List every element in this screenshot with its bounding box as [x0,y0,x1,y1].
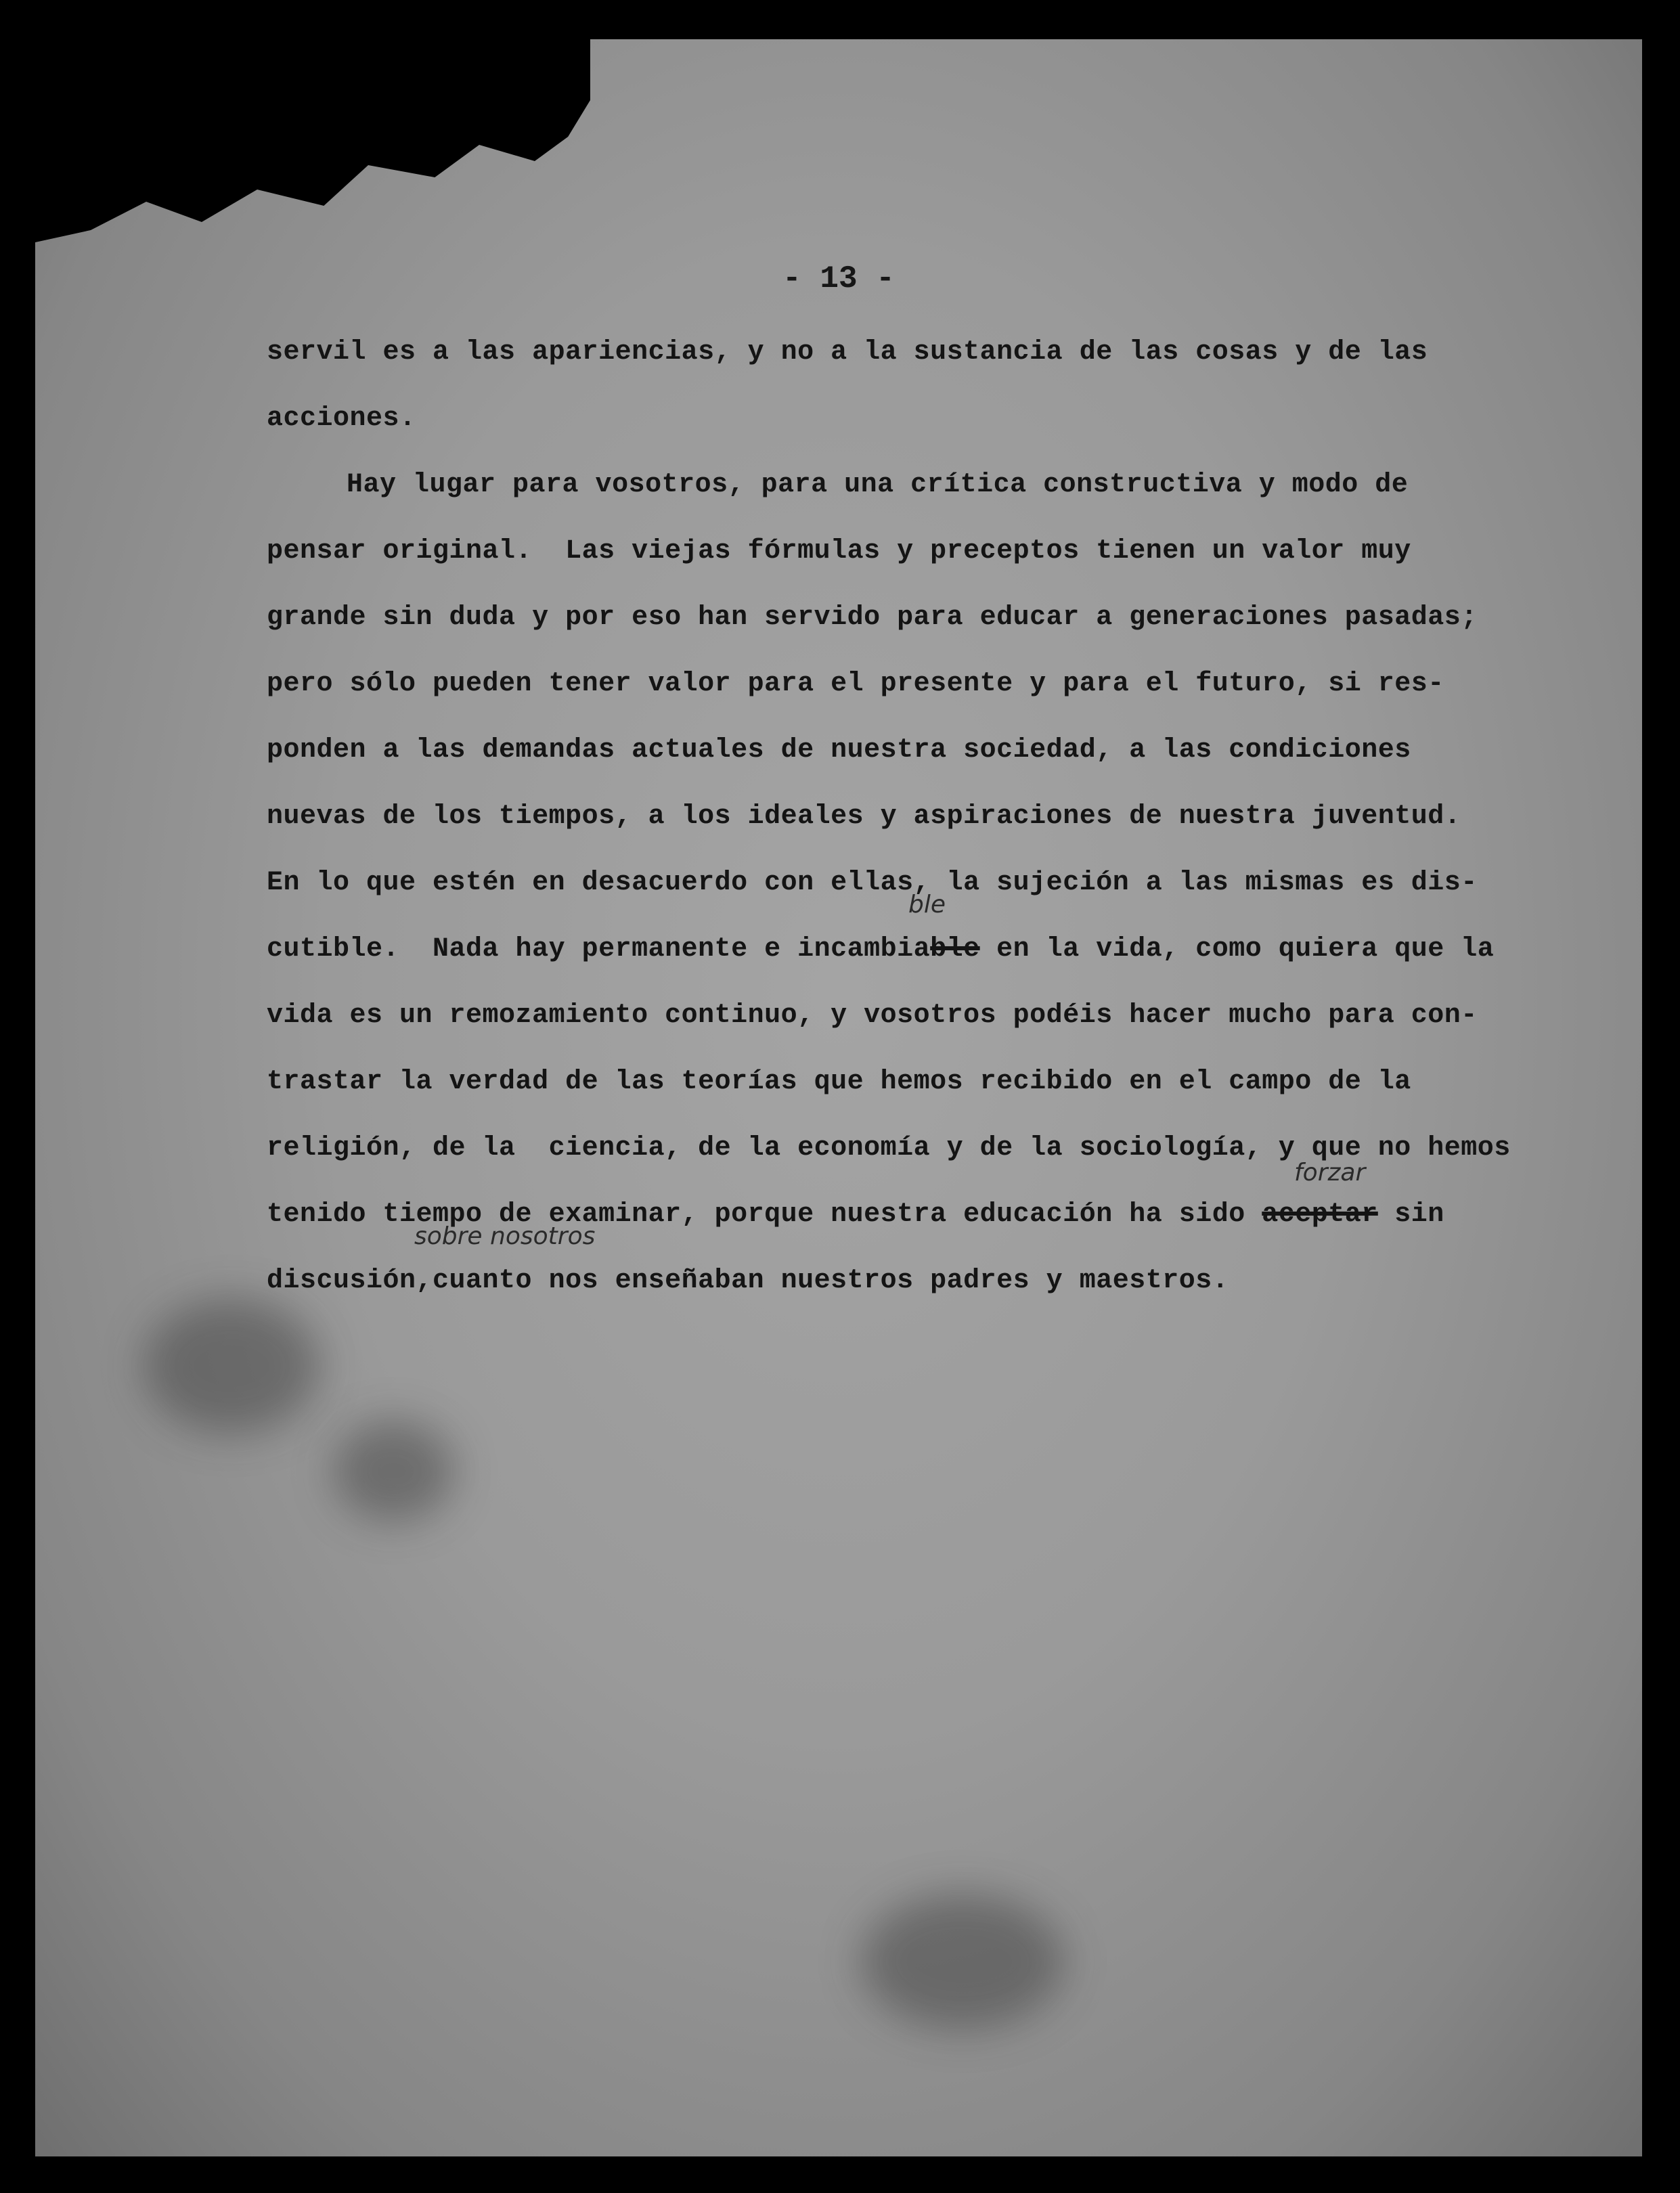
text-line-part: tenido tiempo de examinar, porque nuestra educación ha sido [267,1199,1245,1230]
text-line: servil es a las apariencias, y no a la sustancia de las cosas y de las [267,337,1428,368]
paper-sheet [35,39,1642,2156]
text-line-with-correction [267,916,1560,983]
text-line: ponden a las demandas actuales de nuestra sociedad, a las condiciones [267,735,1411,766]
text-line-part: cutible. Nada hay permanente e incambia [267,934,931,965]
text-line: discusión,cuanto nos enseñaban nuestros padres y maestros. [267,1266,1229,1296]
text-line: vida es un remozamiento continuo, y vosotros podéis hacer mucho para con- [267,1000,1478,1031]
struck-text: ble [930,934,980,965]
struck-text: aceptar [1262,1199,1378,1230]
text-line: pero sólo pueden tener valor para el presente y para el futuro, si res- [267,669,1444,699]
text-line: grande sin duda y por eso han servido para educar a generaciones pasadas; [267,602,1478,633]
stain [333,1420,455,1522]
text-line-part: sin [1377,1199,1444,1230]
text-line: Hay lugar para vosotros, para una crítica constructiva y modo de [347,470,1409,500]
text-line: En lo que estén en desacuerdo con ellas, la sujeción a las mismas es dis- [267,868,1478,898]
typed-text-block [267,319,1560,1314]
handwritten-correction: forzar [1294,1159,1366,1187]
stain [861,1894,1064,2029]
handwritten-correction: sobre nosotros [414,1222,596,1250]
text-line: trastar la verdad de las teorías que hemos recibido en el campo de la [267,1067,1411,1097]
text-line: pensar original. Las viejas fórmulas y preceptos tienen un valor muy [267,536,1411,567]
handwritten-correction: ble [908,891,946,918]
stain [143,1298,319,1434]
text-line: religión, de la ciencia, de la economía y de la sociología, y que no hemos [267,1133,1511,1164]
text-line: nuevas de los tiempos, a los ideales y aspiraciones de nuestra juventud. [267,801,1461,832]
text-line: acciones. [267,403,416,434]
page-number: - 13 - [782,261,895,296]
text-line-part: en la vida, como quiera que la [979,934,1495,965]
